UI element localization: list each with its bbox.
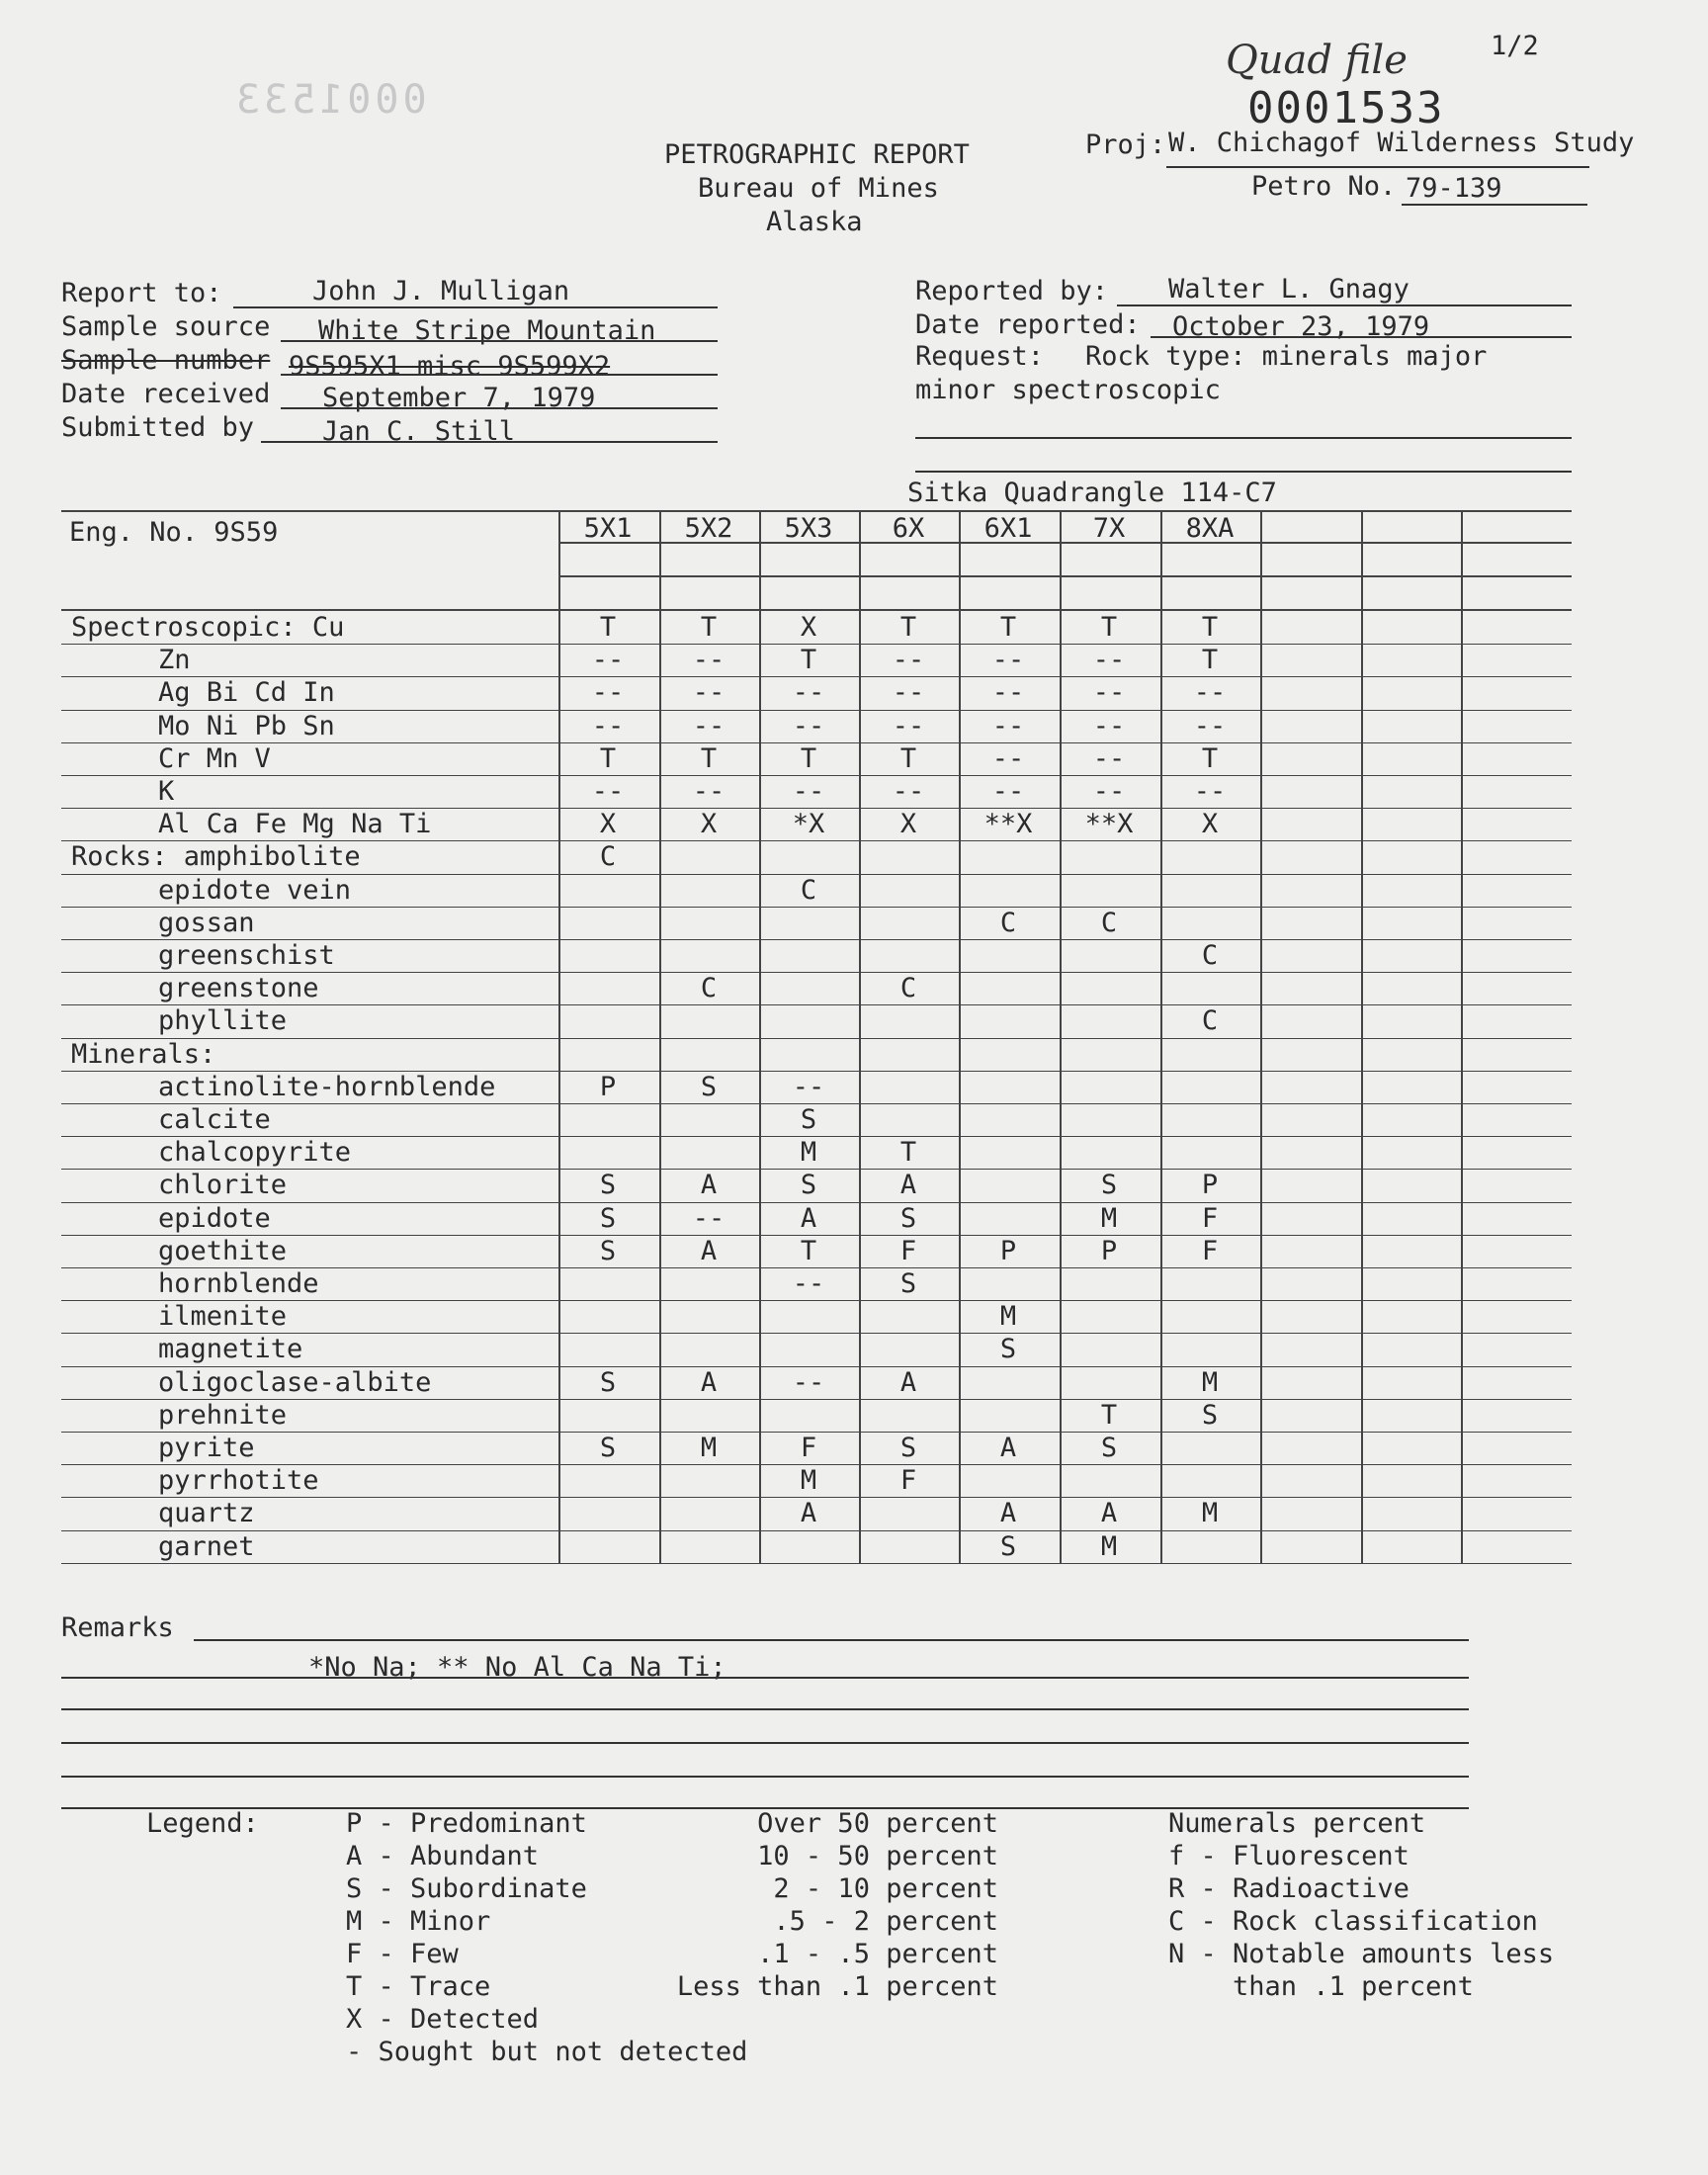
date-reported-value: October 23, 1979 bbox=[1172, 311, 1430, 342]
header-rule bbox=[558, 575, 1572, 577]
date-reported-label: Date reported: bbox=[915, 309, 1141, 340]
table-cell: M bbox=[800, 1137, 817, 1169]
row-rule bbox=[61, 742, 1572, 743]
sample-number-label: Sample number bbox=[61, 345, 271, 376]
legend-label: Legend: bbox=[146, 1808, 259, 1839]
table-cell: A bbox=[800, 1202, 817, 1234]
row-rule bbox=[61, 1563, 1572, 1564]
row-label: prehnite bbox=[158, 1399, 288, 1431]
table-cell: T bbox=[599, 742, 617, 774]
submitted-by-label: Submitted by bbox=[61, 412, 255, 443]
table-cell: S bbox=[599, 1366, 617, 1398]
table-cell: -- bbox=[792, 1366, 825, 1398]
table-cell: P bbox=[1201, 1170, 1219, 1201]
legend-right-item: than .1 percent bbox=[1168, 1971, 1474, 2002]
row-label: phyllite bbox=[158, 1005, 288, 1037]
table-cell: C bbox=[599, 841, 617, 873]
table-cell: X bbox=[599, 809, 617, 840]
table-cell: F bbox=[1201, 1235, 1219, 1266]
legend-range: 10 - 50 percent bbox=[757, 1841, 998, 1871]
table-cell: -- bbox=[892, 677, 925, 709]
row-rule bbox=[61, 1169, 1572, 1170]
column-rule bbox=[1461, 510, 1463, 1563]
row-rule bbox=[61, 1004, 1572, 1005]
table-cell: F bbox=[899, 1465, 917, 1497]
row-rule bbox=[61, 1103, 1572, 1104]
table-cell: T bbox=[1201, 742, 1219, 774]
row-label: garnet bbox=[158, 1530, 255, 1562]
row-label: Ag Bi Cd In bbox=[158, 677, 335, 709]
row-label: Rocks: amphibolite bbox=[71, 841, 361, 873]
date-received-label: Date received bbox=[61, 379, 271, 409]
row-rule bbox=[61, 644, 1572, 645]
row-rule bbox=[61, 907, 1572, 908]
table-cell: A bbox=[999, 1433, 1017, 1463]
table-cell: T bbox=[700, 612, 718, 643]
proj-label: Proj: bbox=[1085, 130, 1166, 160]
table-cell: -- bbox=[991, 776, 1025, 807]
row-rule bbox=[61, 1202, 1572, 1203]
table-cell: -- bbox=[991, 645, 1025, 676]
table-cell: A bbox=[800, 1498, 817, 1529]
row-rule bbox=[61, 1300, 1572, 1301]
table-cell: -- bbox=[792, 1268, 825, 1299]
table-cell: -- bbox=[892, 776, 925, 807]
table-cell: -- bbox=[792, 1071, 825, 1102]
table-cell: -- bbox=[591, 645, 625, 676]
row-label: Minerals: bbox=[71, 1038, 216, 1070]
table-cell: -- bbox=[692, 776, 726, 807]
column-header: 6X1 bbox=[983, 513, 1033, 544]
legend-code: - Sought but not detected bbox=[346, 2037, 748, 2067]
table-cell: S bbox=[899, 1268, 917, 1299]
table-cell: M bbox=[1201, 1366, 1219, 1398]
table-cell: F bbox=[899, 1235, 917, 1266]
table-cell: T bbox=[599, 612, 617, 643]
row-rule bbox=[61, 1038, 1572, 1039]
table-cell: M bbox=[1100, 1202, 1118, 1234]
table-cell: -- bbox=[1092, 710, 1126, 741]
table-cell: C bbox=[800, 874, 817, 906]
legend-right-item: f - Fluorescent bbox=[1168, 1841, 1409, 1871]
legend-code: S - Subordinate bbox=[346, 1873, 587, 1904]
column-rule bbox=[1361, 510, 1363, 1563]
table-cell: -- bbox=[792, 776, 825, 807]
row-label: pyrite bbox=[158, 1433, 255, 1463]
request-value: Rock type: minerals major bbox=[1085, 341, 1488, 372]
remarks-text: *No Na; ** No Al Ca Na Ti; bbox=[308, 1652, 726, 1683]
legend-code: A - Abundant bbox=[346, 1841, 540, 1871]
row-rule bbox=[61, 1497, 1572, 1498]
table-cell: T bbox=[800, 1235, 817, 1266]
row-label: magnetite bbox=[158, 1334, 303, 1365]
table-cell: S bbox=[1100, 1170, 1118, 1201]
stamp-number: 0001533 bbox=[1247, 83, 1445, 133]
column-rule bbox=[1260, 510, 1262, 1563]
table-cell: -- bbox=[692, 710, 726, 741]
agency-name: Bureau of Mines bbox=[698, 173, 939, 204]
table-cell: -- bbox=[591, 710, 625, 741]
legend-code: P - Predominant bbox=[346, 1808, 587, 1839]
remarks-label: Remarks bbox=[61, 1612, 174, 1643]
row-label: chlorite bbox=[158, 1170, 288, 1201]
table-cell: A bbox=[700, 1170, 718, 1201]
row-label: goethite bbox=[158, 1235, 288, 1266]
legend-right-item: C - Rock classification bbox=[1168, 1906, 1538, 1937]
row-rule bbox=[61, 1432, 1572, 1433]
legend-code: F - Few bbox=[346, 1939, 459, 1969]
row-label: pyrrhotite bbox=[158, 1465, 319, 1497]
ghost-stamp-number: 0001533 bbox=[232, 77, 427, 123]
row-label: Al Ca Fe Mg Na Ti bbox=[158, 809, 432, 840]
report-title: PETROGRAPHIC REPORT bbox=[664, 139, 970, 170]
table-cell: A bbox=[700, 1235, 718, 1266]
table-cell: -- bbox=[1092, 776, 1126, 807]
table-cell: C bbox=[1201, 1005, 1219, 1037]
table-cell: -- bbox=[991, 677, 1025, 709]
table-cell: A bbox=[899, 1170, 917, 1201]
row-rule bbox=[61, 1530, 1572, 1531]
table-cell: -- bbox=[991, 742, 1025, 774]
table-cell: M bbox=[800, 1465, 817, 1497]
table-cell: T bbox=[899, 742, 917, 774]
table-cell: T bbox=[800, 742, 817, 774]
table-cell: X bbox=[700, 809, 718, 840]
column-header: 8XA bbox=[1185, 513, 1235, 544]
table-cell: -- bbox=[792, 710, 825, 741]
row-label: gossan bbox=[158, 907, 255, 938]
legend-range: .5 - 2 percent bbox=[773, 1906, 998, 1937]
legend-right-item: N - Notable amounts less bbox=[1168, 1939, 1555, 1969]
legend-right-item: R - Radioactive bbox=[1168, 1873, 1409, 1904]
table-cell: M bbox=[999, 1301, 1017, 1333]
table-cell: S bbox=[1201, 1399, 1219, 1431]
table-cell: -- bbox=[991, 710, 1025, 741]
table-cell: S bbox=[1100, 1433, 1118, 1463]
column-header: 5X1 bbox=[583, 513, 633, 544]
sample-source-value: White Stripe Mountain bbox=[318, 315, 656, 346]
state-name: Alaska bbox=[766, 207, 863, 237]
table-cell: T bbox=[800, 645, 817, 676]
table-cell: -- bbox=[591, 776, 625, 807]
quadrangle: Sitka Quadrangle 114-C7 bbox=[907, 478, 1277, 508]
table-cell: S bbox=[599, 1433, 617, 1463]
sample-number-value: 9S595X1 misc 9S599X2 bbox=[289, 351, 611, 382]
table-cell: C bbox=[899, 973, 917, 1004]
table-cell: -- bbox=[1193, 776, 1227, 807]
table-cell: P bbox=[1100, 1235, 1118, 1266]
table-cell: X bbox=[1201, 809, 1219, 840]
table-cell: S bbox=[800, 1170, 817, 1201]
table-cell: S bbox=[999, 1530, 1017, 1562]
legend-range: 2 - 10 percent bbox=[773, 1873, 998, 1904]
table-cell: -- bbox=[892, 645, 925, 676]
date-received-value: September 7, 1979 bbox=[322, 383, 596, 413]
row-label: ilmenite bbox=[158, 1301, 288, 1333]
row-label: oligoclase-albite bbox=[158, 1366, 432, 1398]
reported-by-label: Reported by: bbox=[915, 276, 1109, 306]
table-cell: *X bbox=[792, 809, 825, 840]
table-cell: -- bbox=[1092, 742, 1126, 774]
table-cell: S bbox=[599, 1170, 617, 1201]
legend-code: M - Minor bbox=[346, 1906, 491, 1937]
table-cell: P bbox=[999, 1235, 1017, 1266]
table-cell: -- bbox=[692, 1202, 726, 1234]
table-cell: S bbox=[800, 1104, 817, 1135]
row-rule bbox=[61, 1399, 1572, 1400]
table-cell: -- bbox=[1193, 677, 1227, 709]
petro-value: 79-139 bbox=[1406, 173, 1502, 204]
reported-by-value: Walter L. Gnagy bbox=[1168, 274, 1409, 304]
table-top-rule bbox=[61, 510, 1572, 512]
table-cell: T bbox=[1201, 612, 1219, 643]
table-cell: F bbox=[1201, 1202, 1219, 1234]
row-label: chalcopyrite bbox=[158, 1137, 352, 1169]
column-header: 5X3 bbox=[784, 513, 833, 544]
table-cell: X bbox=[800, 612, 817, 643]
header-bottom-rule bbox=[61, 609, 1572, 611]
eng-number-label: Eng. No. 9S59 bbox=[69, 517, 279, 548]
row-label: Spectroscopic: Cu bbox=[71, 612, 345, 643]
submitted-by-value: Jan C. Still bbox=[322, 416, 516, 447]
table-cell: T bbox=[899, 612, 917, 643]
table-cell: C bbox=[700, 973, 718, 1004]
legend-code: X - Detected bbox=[346, 2004, 540, 2035]
table-cell: A bbox=[999, 1498, 1017, 1529]
table-cell: T bbox=[1100, 1399, 1118, 1431]
row-label: Cr Mn V bbox=[158, 742, 271, 774]
table-cell: S bbox=[599, 1235, 617, 1266]
row-label: quartz bbox=[158, 1498, 255, 1529]
request-label: Request: bbox=[915, 341, 1045, 372]
table-cell: **X bbox=[983, 809, 1033, 840]
row-label: greenschist bbox=[158, 940, 335, 971]
legend-range: .1 - .5 percent bbox=[757, 1939, 998, 1969]
table-cell: C bbox=[999, 907, 1017, 938]
table-cell: -- bbox=[892, 710, 925, 741]
row-label: greenstone bbox=[158, 973, 319, 1004]
table-cell: -- bbox=[1092, 677, 1126, 709]
row-label: epidote bbox=[158, 1202, 271, 1234]
row-label: calcite bbox=[158, 1104, 271, 1135]
table-cell: -- bbox=[692, 677, 726, 709]
table-cell: S bbox=[899, 1433, 917, 1463]
table-cell: T bbox=[700, 742, 718, 774]
table-cell: -- bbox=[1092, 645, 1126, 676]
table-cell: -- bbox=[692, 645, 726, 676]
table-cell: S bbox=[999, 1334, 1017, 1365]
table-cell: T bbox=[899, 1137, 917, 1169]
table-cell: C bbox=[1100, 907, 1118, 938]
table-cell: T bbox=[999, 612, 1017, 643]
row-label: K bbox=[158, 776, 175, 807]
table-cell: -- bbox=[792, 677, 825, 709]
legend-code: T - Trace bbox=[346, 1971, 491, 2002]
petro-label: Petro No. bbox=[1251, 171, 1397, 202]
table-cell: F bbox=[800, 1433, 817, 1463]
row-label: Zn bbox=[158, 645, 191, 676]
row-label: Mo Ni Pb Sn bbox=[158, 710, 335, 741]
table-cell: -- bbox=[591, 677, 625, 709]
column-header: 7X bbox=[1092, 513, 1126, 544]
table-cell: S bbox=[899, 1202, 917, 1234]
column-header: 6X bbox=[892, 513, 925, 544]
row-label: hornblende bbox=[158, 1268, 319, 1299]
table-cell: A bbox=[700, 1366, 718, 1398]
report-to-value: John J. Mulligan bbox=[312, 276, 570, 306]
table-cell: M bbox=[1201, 1498, 1219, 1529]
table-cell: M bbox=[1100, 1530, 1118, 1562]
table-cell: S bbox=[599, 1202, 617, 1234]
legend-right-item: Numerals percent bbox=[1168, 1808, 1426, 1839]
table-cell: A bbox=[1100, 1498, 1118, 1529]
handwritten-note: Quad file bbox=[1226, 38, 1408, 83]
row-label: epidote vein bbox=[158, 874, 352, 906]
table-cell: S bbox=[700, 1071, 718, 1102]
legend-range: Over 50 percent bbox=[757, 1808, 998, 1839]
proj-value: W. Chichagof Wilderness Study bbox=[1168, 128, 1635, 158]
report-to-label: Report to: bbox=[61, 278, 222, 308]
request-value-line2: minor spectroscopic bbox=[915, 375, 1221, 405]
row-rule bbox=[61, 1235, 1572, 1236]
table-cell: -- bbox=[1193, 710, 1227, 741]
table-cell: T bbox=[1201, 645, 1219, 676]
legend-range: Less than .1 percent bbox=[676, 1971, 998, 2002]
column-header: 5X2 bbox=[684, 513, 733, 544]
row-label: actinolite-hornblende bbox=[158, 1071, 496, 1102]
table-cell: M bbox=[700, 1433, 718, 1463]
page-marker: 1/2 bbox=[1491, 31, 1539, 61]
table-cell: A bbox=[899, 1366, 917, 1398]
table-cell: T bbox=[1100, 612, 1118, 643]
sample-source-label: Sample source bbox=[61, 311, 271, 342]
table-cell: C bbox=[1201, 940, 1219, 971]
table-cell: **X bbox=[1084, 809, 1134, 840]
table-cell: P bbox=[599, 1071, 617, 1102]
table-cell: X bbox=[899, 809, 917, 840]
